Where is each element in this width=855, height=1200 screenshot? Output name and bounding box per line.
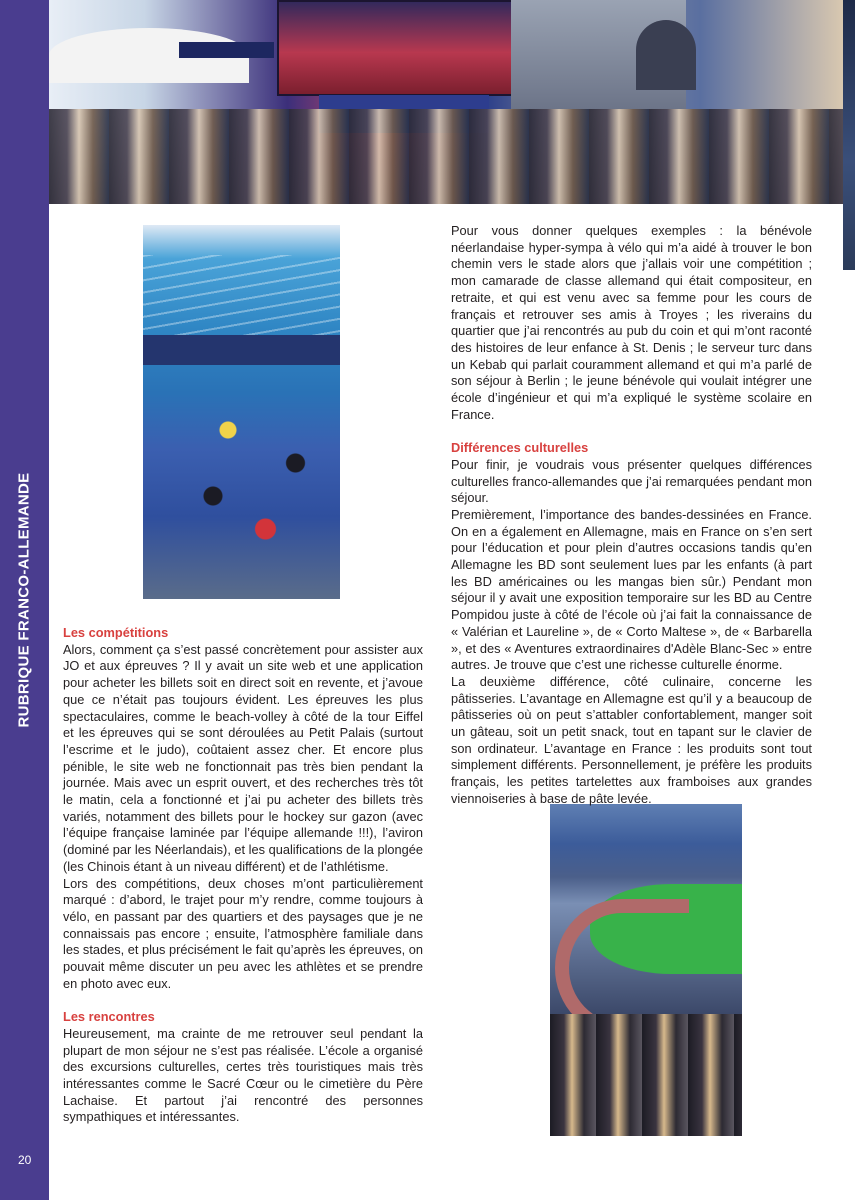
paragraph: Pour finir, je voudrais vous présenter quelques différences culturelles franco-allemandes que j’ai remarquées pendant mon séjour. bbox=[451, 456, 812, 506]
stadium-photo bbox=[550, 804, 742, 1136]
paragraph: Heureusement, ma crainte de me retrouver seul pendant la plupart de mon séjour ne s’est pas réalisée. L’école a organisé des excursions culturelles, certes très touristiques mais très intéressantes comme le Sacré Cœur ou le cimetière du Père Lachaise. Et partout j’ai rencontré des personnes sympathiques et intéressantes. bbox=[63, 1025, 423, 1125]
spectators-shape bbox=[550, 1014, 742, 1136]
giant-screen-shape bbox=[277, 0, 513, 96]
section-heading: Les compétitions bbox=[63, 625, 169, 640]
paragraph: Pour vous donner quelques exemples : la bénévole néerlandaise hyper-sympa à vélo qui m’a aidé à trouver le bon chemin vers le stade alors que j’allais voir une compétition ; mon camarade de classe allemand qui était compositeur, en retraite, et qui est venu avec sa femme pour les cours de français et retrouver ses amis à Troyes ; les riverains du quartier que j’ai rencontrés au pub du coin et qui m’ont raconté des histoires de leur enfance à St. Denis ; le serveur turc dans un Kebab qui parlait couramment allemand et qui m’a parlé de son séjour à Berlin ; le jeune bénévole qui voulait intégrer une école d’ingénieur et qui m’a expliqué le système scolaire en France. bbox=[451, 223, 812, 422]
athletes-shape bbox=[183, 375, 333, 595]
pool-deck-shape bbox=[143, 335, 340, 365]
paragraph: Alors, comment ça s’est passé concrètement pour assister aux JO et aux épreuves ? Il y avait un site web et une application pour acheter les billets soit en direct soit en revente, et j’avoue que ce n’était pas toujours évident. Les épreuves les plus spectaculaires, comme le beach-volley à côté de la tour Eiffel et les épreuves qui se sont déroulées au Petit Palais (surtout l’escrime et le judo), coûtaient assez cher. Et encore plus pénible, le site web ne fonctionnait pas très bien pendant la journée. Mais avec un esprit ouvert, et des recherches très tôt le matin, cela a fonctionné et j’ai pu acheter des billets très variés, notamment des billets pour le hockey sur gazon (avec l’équipe française laminée par l’équipe allemande !!!), l’aviron (dominé par les Néerlandais), et les qualifications de la plongée (les Chinois étant à un niveau différent) et de l’athlétisme. bbox=[63, 641, 423, 874]
section-label: RUBRIQUE FRANCO-ALLEMANDE bbox=[15, 472, 33, 728]
section-heading: Les rencontres bbox=[63, 1009, 155, 1025]
left-column bbox=[63, 625, 423, 1126]
pool-photo bbox=[143, 225, 340, 599]
fan-zone-photo bbox=[49, 0, 843, 204]
paragraph: Premièrement, l’importance des bandes-dessinées en France. On en a également en Allemagne, mais en France on s’en sert pour l’éducation et pour plein d’autres occasions tandis qu’en Allemagne les BD sont seulement lues par les enfants (à part les BD américaines ou les mangas bien sûr.) Pendant mon séjour il y avait une exposition temporaire sur les BD au Centre Pompidou juste à côté de l’école où j’ai fait la connaissance de « Valérian et Laureline », de « Corto Maltese », de « Barbarella », et des « Aventures extraordinaires d'Adèle Blanc-Sec » entre autres. Je trouve que c’est une richesse culturelle énorme. bbox=[451, 506, 812, 673]
arch-shape bbox=[636, 20, 696, 90]
page-number: 20 bbox=[18, 1153, 32, 1167]
section-heading: Différences culturelles bbox=[451, 440, 589, 456]
right-column bbox=[451, 223, 812, 808]
pool-lanes-shape bbox=[143, 255, 340, 335]
paragraph: Lors des compétitions, deux choses m’ont particulièrement marqué : d’abord, le trajet pour m’y rendre, comme toujours à vélo, en passant par des quartiers et des paysages que je ne connaissais pas encore ; ensuite, l’atmosphère familiale dans les stades, et plus précisément le fait qu’après les épreuves, on pouvait même discuter un peu avec les athlètes et se prendre en photo avec eux. bbox=[63, 875, 423, 991]
paragraph: La deuxième différence, côté culinaire, concerne les pâtisseries. L’avantage en Allemagne est qu’il y a beaucoup de pâtisseries où on peut s’attabler confortablement, manger soit un gâteau, soit un petit snack, tout en tapant sur le clavier de son ordinateur. L’avantage en France : les produits sont tout simplement différents. Personnellement, je préfère les produits français, les petites tartelettes aux framboises aux grandes viennoiseries à base de pâte levée. bbox=[451, 673, 812, 806]
adjacent-page-edge bbox=[843, 0, 855, 270]
exit-sign-shape bbox=[179, 42, 274, 58]
crowd-shape bbox=[49, 109, 843, 204]
sidebar bbox=[0, 0, 49, 1200]
